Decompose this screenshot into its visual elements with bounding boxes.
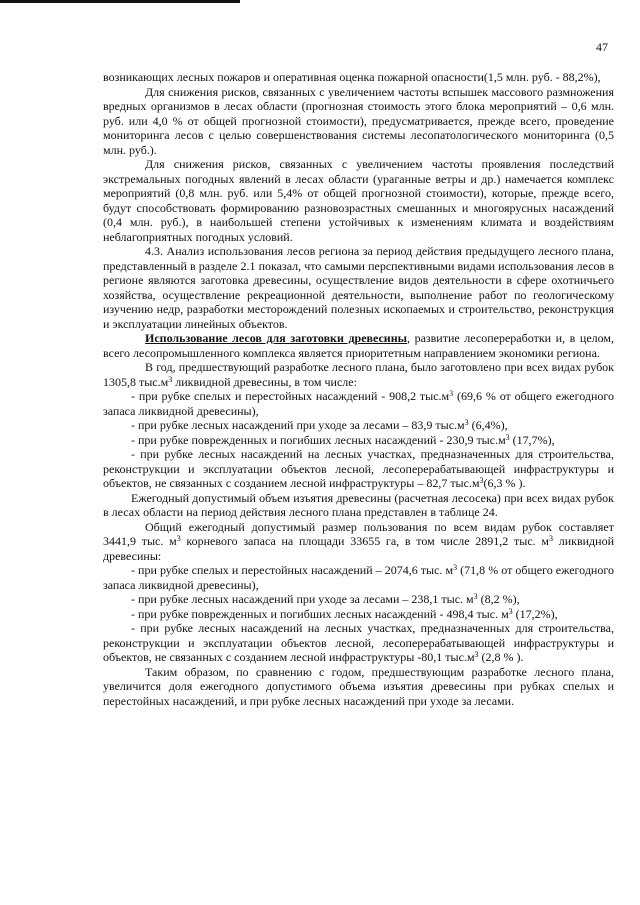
- list-item: - при рубке лесных насаждений на лесных участках, предназначенных для строительства, реконструкции и эксплуатации объектов лесной, лесоперерабатывающей инфраструктуры и объектов, не связанных с созданием лесной инфраструктуры – 82,7 $тыс.м^3(6,3$ % ).: [103, 447, 614, 490]
- page-number: 47: [596, 40, 608, 54]
- paragraph-pest-risk: Для снижения рисков, связанных с увеличением частоты вспышек массового размножения вредных организмов в лесах области (прогнозная стоимость этого блока мероприятий – 0,6 млн. руб. или 4,0 % от общей прогнозной стоимости), предусматривается, прежде всего, проведение мониторинга лесов с целью совершенствования системы лесопатологического мониторинга (0,5 млн. руб.).: [103, 84, 614, 157]
- document-body: [103, 70, 614, 708]
- list-item: - при рубке лесных насаждений при уходе за лесами – 238,1 тыс. $м^3$ (8,2 %),: [131, 592, 520, 606]
- paragraph-section-4-3: 4.3. Анализ использования лесов региона за период действия предыдущего лесного плана, представленный в разделе 2.1 показал, что самыми перспективными видами использования лесов в регионе являются заготовка древесины, осуществление видов деятельности в сфере охотничьего хозяйства, осуществление рекреационной деятельности, выполнение работ по геологическому изучению недр, разработки месторождений полезных ископаемых и строительство, реконструкция и эксплуатации линейных объектов.: [103, 244, 614, 331]
- paragraph-fire-risk: возникающих лесных пожаров и оперативная оценка пожарной опасности(1,5 млн. руб. - 88,2%),: [103, 70, 601, 84]
- paragraph-weather-risk: Для снижения рисков, связанных с увеличением частоты проявления последствий экстремальных погодных явлений в лесах области (ураганные ветры и др.) намечается комплекс мероприятий (0,8 млн. руб. или 5,4% от общей прогнозной стоимости), которые, прежде всего, будут способствовать формированию разновозрастных смешанных и многоярусных насаждений (0,4 млн. руб.), в наибольшей степени устойчивых к изменениям климата и воздействиям неблагоприятных погодных условий.: [103, 157, 614, 244]
- list-item: - при рубке лесных насаждений на лесных участках, предназначенных для строительства, реконструкции и эксплуатации объектов лесной, лесоперерабатывающей инфраструктуры и объектов, не связанных с созданием лесной инфраструктуры -80,1 $тыс.м^3$ (2,8 % ).: [103, 621, 614, 664]
- paragraph-allowable-cut: Ежегодный допустимый объем изъятия древесины (расчетная лесосека) при всех видах рубок в лесах области на период действия лесного плана представлен в таблице 24.: [103, 490, 614, 519]
- top-rule: [0, 0, 240, 3]
- list-item: - при рубке лесных насаждений при уходе за лесами – 83,9 $тыс.м^3$ (6,4%),: [131, 418, 508, 432]
- heading-timber-harvesting: Использование лесов для заготовки древесины: [145, 331, 407, 345]
- list-item: - при рубке спелых и перестойных насаждений – 2074,6 тыс. $м^3$ (71,8 % от общего ежегодного запаса ликвидной древесины),: [103, 563, 614, 592]
- list-item: - при рубке спелых и перестойных насаждений - 908,2 $тыс.м^3$ (69,6 % от общего ежегодного запаса ликвидной древесины),: [103, 389, 614, 418]
- paragraph-timber-harvesting: Использование лесов для заготовки древесины, развитие лесопереработки и, в целом, всего лесопромышленного комплекса является приоритетным направлением экономики региона.: [103, 331, 614, 360]
- paragraph-previous-year-harvest: В год, предшествующий разработке лесного плана, было заготовлено при всех видах рубок 1305,8 $тыс.м^3$ ликвидной древесины, в том числе:: [103, 360, 614, 389]
- paragraph-conclusion: Таким образом, по сравнению с годом, предшествующим разработке лесного плана, увеличится доля ежегодного допустимого объема изъятия древесины при рубках спелых и перестойных насаждений, и при рубке лесных насаждений при уходе за лесами.: [103, 664, 614, 708]
- list-item: - при рубке поврежденных и погибших лесных насаждений - 498,4 тыс. $м^3$ (17,2%),: [131, 606, 558, 621]
- paragraph-total-allowable: Общий ежегодный допустимый размер пользования по всем видам рубок составляет 3441,9 тыс. $м^3$ корневого запаса на площади 33655 га, в том числе 2891,2 тыс. $м^3$ ликвидной древесины:: [103, 519, 615, 563]
- list-item: - при рубке поврежденных и погибших лесных насаждений - 230,9 $тыс.м^3$ (17,7%),: [131, 432, 555, 447]
